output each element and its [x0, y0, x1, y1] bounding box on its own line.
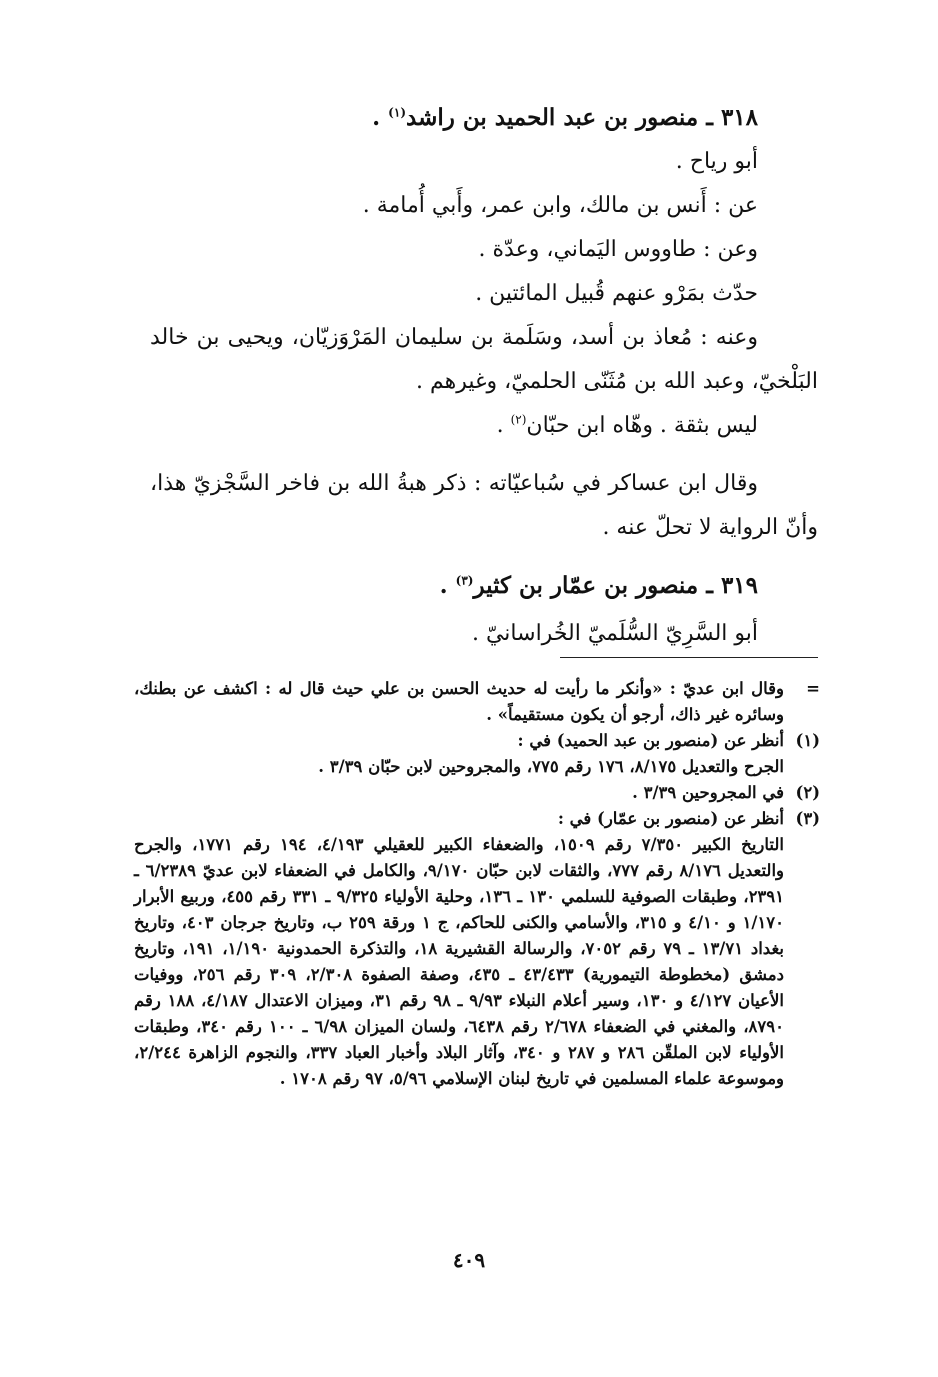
kunya-line: أبو رياح .: [675, 149, 758, 174]
entry-title-319-text: ٣١٩ ـ منصور بن عمّار بن كثير: [473, 572, 758, 599]
footnote-text: في المجروحين ٣/٣٩ .: [632, 783, 784, 802]
main-text: [150, 96, 818, 656]
students-paragraph: وعنه : مُعاذ بن أسد، وسَلَمة بن سليمان المَرْوَزيّان، ويحيى بن خالد البَلْخيّ، وعبد الله بن مُثَنّى الحلميّ، وغيرهم .: [150, 325, 818, 394]
page-number: ٤٠٩: [452, 1248, 486, 1272]
footnote-text: أنظر عن (منصور بن عبد الحميد) في :: [517, 731, 784, 750]
footnote-ref-2: (٢): [510, 412, 527, 427]
teachers-line: عن : أَنس بن مالك، وابن عمر، وأَبي أُمامة .: [362, 193, 758, 218]
grading-end: .: [496, 413, 511, 438]
narration-line: حدّث بمَرْو عنهم قُبيل المائتين .: [475, 281, 758, 306]
footnote-sources: الجرح والتعديل ٨/١٧٥، ١٧٦ رقم ٧٧٥، والمجروحين لابن حبّان ٣/٣٩ .: [318, 757, 784, 776]
footnote-divider: [560, 657, 818, 658]
footnote-mark: (١): [795, 731, 820, 750]
footnote-text: وقال ابن عديّ : «وأنكر ما رأيت له حديث الحسن بن علي حيث قال له : اكشف عن بطنك، وسائره غير ذاك، أرجو أن يكون مستقيماً» .: [134, 679, 784, 724]
teachers-line-2: وعن : طاووس اليَماني، وعدّة .: [478, 237, 758, 262]
footnote-ref-3: (٣): [455, 573, 474, 588]
entry-title-318-text: ٣١٨ ـ منصور بن عبد الحميد بن راشد: [406, 104, 758, 131]
quote-paragraph: وقال ابن عساكر في سُباعيّاته : ذكر هبةُ الله بن فاخر السَّجْزيّ هذا، وأنّ الرواية لا تحلّ عنه .: [150, 471, 818, 540]
footnote-text: أنظر عن (منصور بن عمّار) في :: [557, 809, 784, 828]
footnote-continued: [134, 676, 820, 728]
footnote-ref-1: (١): [388, 105, 406, 120]
footnote-mark: (٣): [795, 809, 820, 828]
entry-title-319: ٣١٩ ـ منصور بن عمّار بن كثير$^{(٣)}$ .: [439, 572, 758, 599]
grading-line: [150, 404, 758, 448]
footnote-3: [134, 806, 820, 1092]
footnote-2: [134, 780, 820, 806]
nisba-line: أبو السَّرِيّ السُّلَميّ الخُراسانيّ .: [471, 621, 758, 646]
grading-text: ليس بثقة . وهّاه ابن حبّان: [526, 413, 758, 438]
footnote-sources: التاريخ الكبير ٧/٣٥٠ رقم ١٥٠٩، والضعفاء الكبير للعقيلي ٤/١٩٣، ١٩٤ رقم ١٧٧١، والجرح والتعديل ٨/١٧٦ رقم ٧٧٧، والثقات لابن حبّان ٩/١٧٠، والكامل في الضعفاء لابن عديّ ٦/٢٣٨٩ ـ ٢٣٩١، وطبقات الصوفية للسلمي ١٣٠ ـ ١٣٦، وحلية الأولياء ٩/٣٢٥ ـ ٣٣١ رقم ٤٥٥، وربيع الأبرار ١/١٧٠ و ٤/١٠ و ٣١٥، والأسامي والكنى للحاكم، ج ١ ورقة ٢٥٩ ب، وتاريخ جرجان ٤٠٣، وتاريخ بغداد ١٣/٧١ ـ ٧٩ رقم ٧٠٥٢، والرسالة القشيرية ١٨، والتذكرة الحمدونية ١/١٩٠، ١٩١، وتاريخ دمشق (مخطوطة التيمورية) ٤٣/٤٣٣ ـ ٤٣٥، وصفة الصفوة ٢/٣٠٨، ٣٠٩ رقم ٢٥٦، ووفيات الأعيان ٤/١٢٧ و ١٣٠، وسير أعلام النبلاء ٩/٩٣ ـ ٩٨ رقم ٣١، وميزان الاعتدال ٤/١٨٧، ١٨٨ رقم ٨٧٩٠، والمغني في الضعفاء ٢/٦٧٨ رقم ٦٤٣٨، ولسان الميزان ٦/٩٨ ـ ١٠٠ رقم ٣٤٠، وطبقات الأولياء لابن الملقّن ٢٨٦ و ٢٨٧ و ٣٤٠، وآثار البلاد وأخبار العباد ٣٣٧، والنجوم الزاهرة ٢/٢٤٤، وموسوعة علماء المسلمين في تاريخ لبنان الإسلامي ٥/٩٦، ٩٧ رقم ١٧٠٨ .: [134, 835, 785, 1088]
footnotes: [134, 676, 820, 1092]
entry-title-318: ٣١٨ ـ منصور بن عبد الحميد بن راشد$^{(١)}$ .: [372, 104, 758, 131]
footnote-mark: =: [806, 679, 820, 698]
footnote-mark: (٢): [795, 783, 820, 802]
footnote-1: [134, 728, 820, 780]
